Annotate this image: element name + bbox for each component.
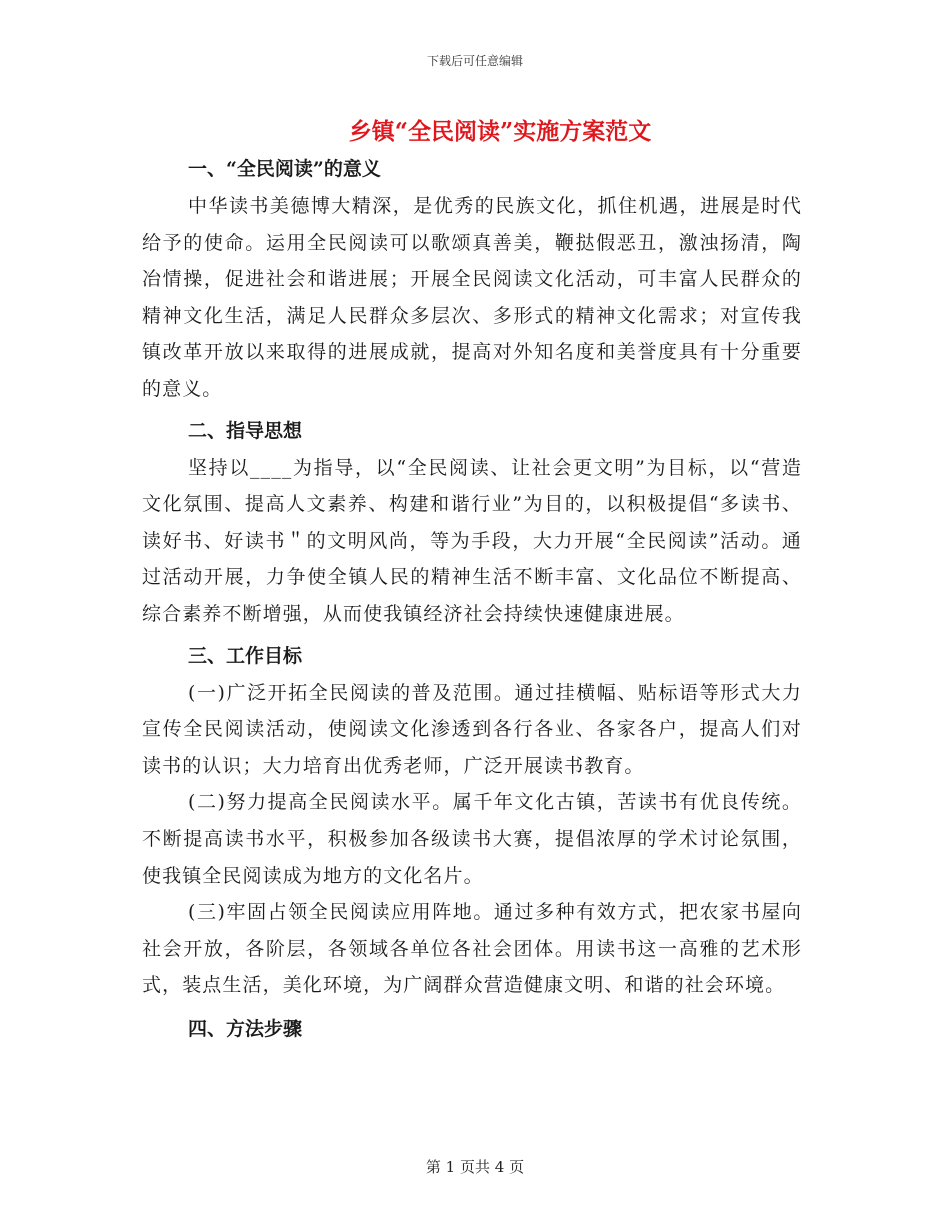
section-heading-1: 一、“全民阅读”的意义 [188, 158, 381, 180]
document-title: 乡镇“全民阅读”实施方案范文 [348, 118, 652, 145]
page-footer: 第 1 页共 4 页 [425, 1158, 525, 1176]
section-heading-3: 三、工作目标 [188, 644, 303, 667]
document-body [142, 150, 802, 1048]
paragraph-goal-3: (三)牢固占领全民阅读应用阵地。通过多种有效方式，把农家书屋向社会开放，各阶层，各领域各单位各社会团体。用读书这一高雅的艺术形式，装点生活，美化环境，为广阔群众营造健康文明、和谐的社会环境。 [142, 901, 802, 997]
section-heading-2: 二、指导思想 [188, 419, 303, 442]
paragraph-goal-1: (一)广泛开拓全民阅读的普及范围。通过挂横幅、贴标语等形式大力宣传全民阅读活动，使阅读文化渗透到各行各业、各家各户，提高人们对读书的认识；大力培育出优秀老师，广泛开展读书教育。 [142, 681, 802, 777]
paragraph-significance: 中华读书美德博大精深，是优秀的民族文化，抓住机遇，进展是时代给予的使命。运用全民阅读可以歌颂真善美，鞭挞假恶丑，激浊扬清，陶冶情操，促进社会和谐进展；开展全民阅读文化活动，可丰富人民群众的精神文化生活，满足人民群众多层次、多形式的精神文化需求；对宣传我镇改革开放以来取得的进展成就，提高对外知名度和美誉度具有十分重要的意义。 [142, 195, 802, 400]
paragraph-guiding-ideology: 坚持以____为指导，以“全民阅读、让社会更文明”为目标，以“营造文化氛围、提高人文素养、构建和谐行业”为目的，以积极提倡“多读书、读好书、好读书＂的文明风尚，等为手段，大力开展“全民阅读”活动。通过活动开展，力争使全镇人民的精神生活不断丰富、文化品位不断提高、综合素养不断增强，从而使我镇经济社会持续快速健康进展。 [142, 456, 802, 625]
page-header: 下载后可任意编辑 [426, 54, 523, 68]
paragraph-goal-2: (二)努力提高全民阅读水平。属千年文化古镇，苦读书有优良传统。不断提高读书水平，积极参加各级读书大赛，提倡浓厚的学术讨论氛围，使我镇全民阅读成为地方的文化名片。 [142, 791, 802, 887]
section-heading-4: 四、方法步骤 [188, 1017, 303, 1040]
